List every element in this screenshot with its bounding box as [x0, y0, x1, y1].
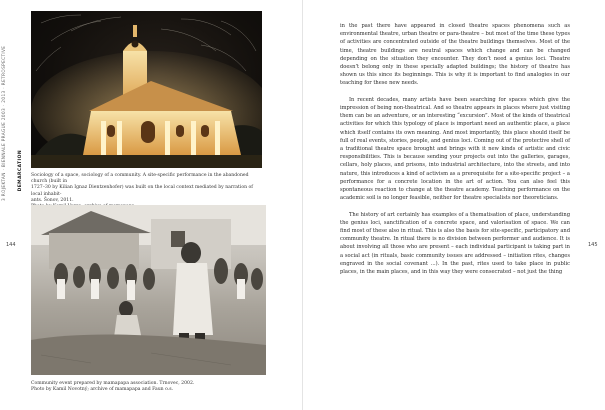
caption-line: ants. Šonov, 2011. [31, 197, 74, 203]
caption-line: 1727–30 by Kilian Ignaz Dientzenhofer) was built on the local context mediated by narration of local inhabit- [31, 185, 253, 197]
body-paragraph: The history of art certainly has examples of a thematisation of place, understanding the genius loci, sanctification of a concrete space, and valorisation of space. We can find most of these also in ritual. This is also the basis for site-specific, participatory and community theatre. In ritual there is no division between performer and audience. It is about involving all those who are present – each individual participant is taking part in a social act (in rituals, basic community issues are addressed – initiation rites, changes engraved in the social covenant ...). In the past, rites used to take place in public places, in the main places, and in this way they were consecrated – not just the thing [340, 211, 570, 276]
running-head: 3 ROJEKTAN · BIENNALE PRAGUE 2003 · 2013 · RETROSPECTIVE [1, 45, 6, 202]
right-page-number: 145 [588, 242, 598, 248]
left-page-number: 144 [6, 242, 16, 248]
body-paragraph: In recent decades, many artists have been searching for spaces which give the impression of being non-theatrical. And so theatre appears in places where just visiting them can be an adventure, or an interesting “excursion”. Most of the kinds of theatrical activities for which this typology of place is important need an authentic place, a place which itself contains its own meaning. And most importantly, this place should itself be full of real events, stories, people, and genius loci. Coming out of the protective shell of a traditional theatre space brought and brings with it new kinds of artistic and civic responsibilities. This is because sending your projects out into the galleries, garages, cellars, holy places, and prisons, into industrial architecture, into the streets, and into nature, this introduces a kind of activism as a prerequisite for a site-specific project – a performance for a concrete location in the art of action. You can also feel this spontaneous reaction to change at the theatre academy. Teaching performance on the academic soil is no longer feasible, neither for theatre specialists nor theoreticians. [340, 96, 570, 202]
caption-credit: Photo by Kamil Novotný; archive of mamapapa and Faun o.s. [31, 387, 174, 393]
gutter-line [302, 0, 303, 410]
article-body [340, 22, 570, 284]
caption-line: Sociology of a space, sociology of a community. A site-specific performance in the abandoned church (built in [31, 173, 249, 185]
body-paragraph: in the past there have appeared in closed theatre spaces phenomena such as environmental theatre, urban theatre or para-theatre – but most of the time these types of activities are concentrated outside of the theatre buildings themselves. Most of the time, theatre buildings are neutral spaces which change and can be changed depending on the situation they encounter. They don’t need a genius loci. Theatre doesn’t belong only in these specially adapted buildings; the history of theatre has shown us this since its beginnings. This is why it is important to find analogies in our teaching for these new needs. [340, 23, 570, 87]
community-photo-caption [31, 381, 263, 393]
caption-line: Community event prepared by mamapapa association. Trnovec, 2002. [31, 381, 195, 386]
community-photo [31, 205, 266, 375]
church-photo [31, 11, 262, 168]
section-label: DEMARCATION [18, 150, 23, 192]
